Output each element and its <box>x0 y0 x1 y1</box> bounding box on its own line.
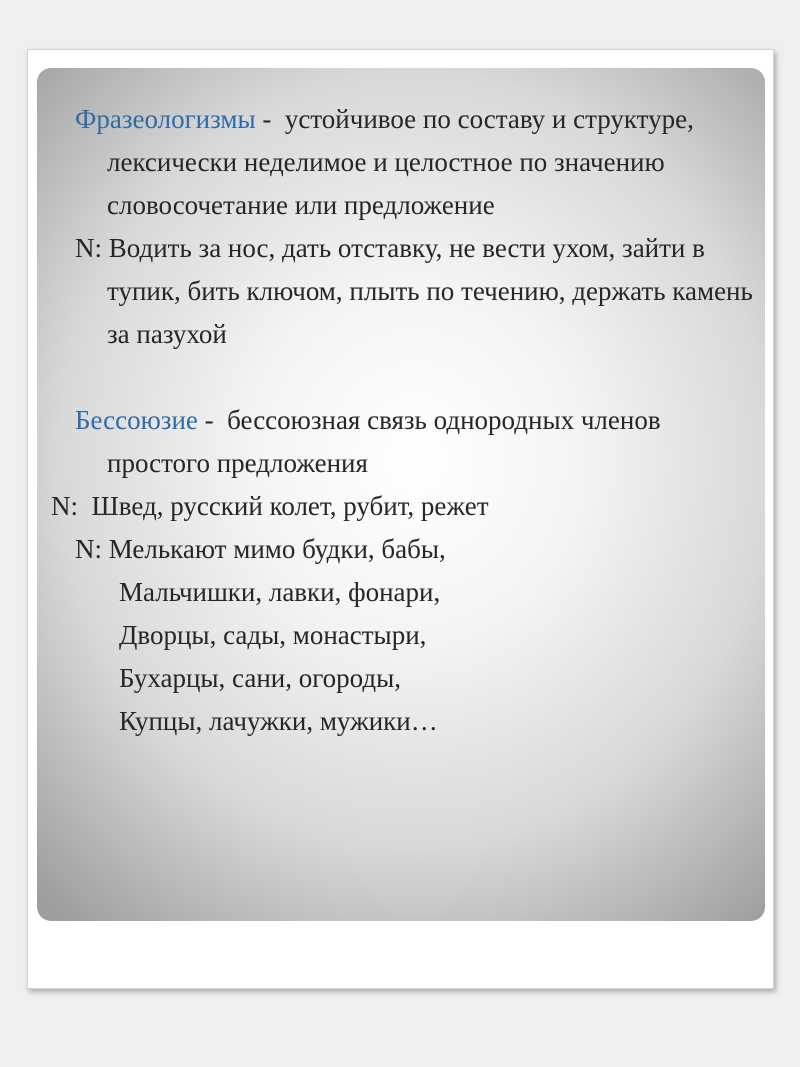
definition-text: устойчивое по составу и структуре, лексически неделимое и целостное по значению словосочетание или предложение <box>107 104 694 220</box>
example-phraseologisms: N: Водить за нос, дать отставку, не вести ухом, зайти в тупик, бить ключом, плыть по течению, держать камень за пазухой <box>75 233 753 349</box>
poem-line: Купцы, лачужки, мужики… <box>119 706 438 736</box>
definition-text: бессоюзная связь однородных членов простого предложения <box>107 405 661 478</box>
term-phraseologism: Фразеологизмы <box>75 104 256 134</box>
definition-separator: - <box>255 104 285 134</box>
poem-line: Дворцы, сады, монастыри, <box>119 620 427 650</box>
definition-phraseologism <box>75 98 755 227</box>
spacer <box>75 356 755 399</box>
definition-asyndeton <box>75 399 755 485</box>
poem-line: Бухарцы, сани, огороды, <box>119 663 401 693</box>
content-box <box>37 68 765 921</box>
example-asyndeton-1: N: Швед, русский колет, рубит, режет <box>51 491 489 521</box>
poem-line: Мальчишки, лавки, фонари, <box>119 577 441 607</box>
example-asyndeton-2-first-line: N: Мелькают мимо будки, бабы, <box>75 534 446 564</box>
definition-separator: - <box>197 405 228 435</box>
slide <box>27 49 774 989</box>
term-asyndeton: Бессоюзие <box>75 405 198 435</box>
slide-text <box>51 98 755 743</box>
